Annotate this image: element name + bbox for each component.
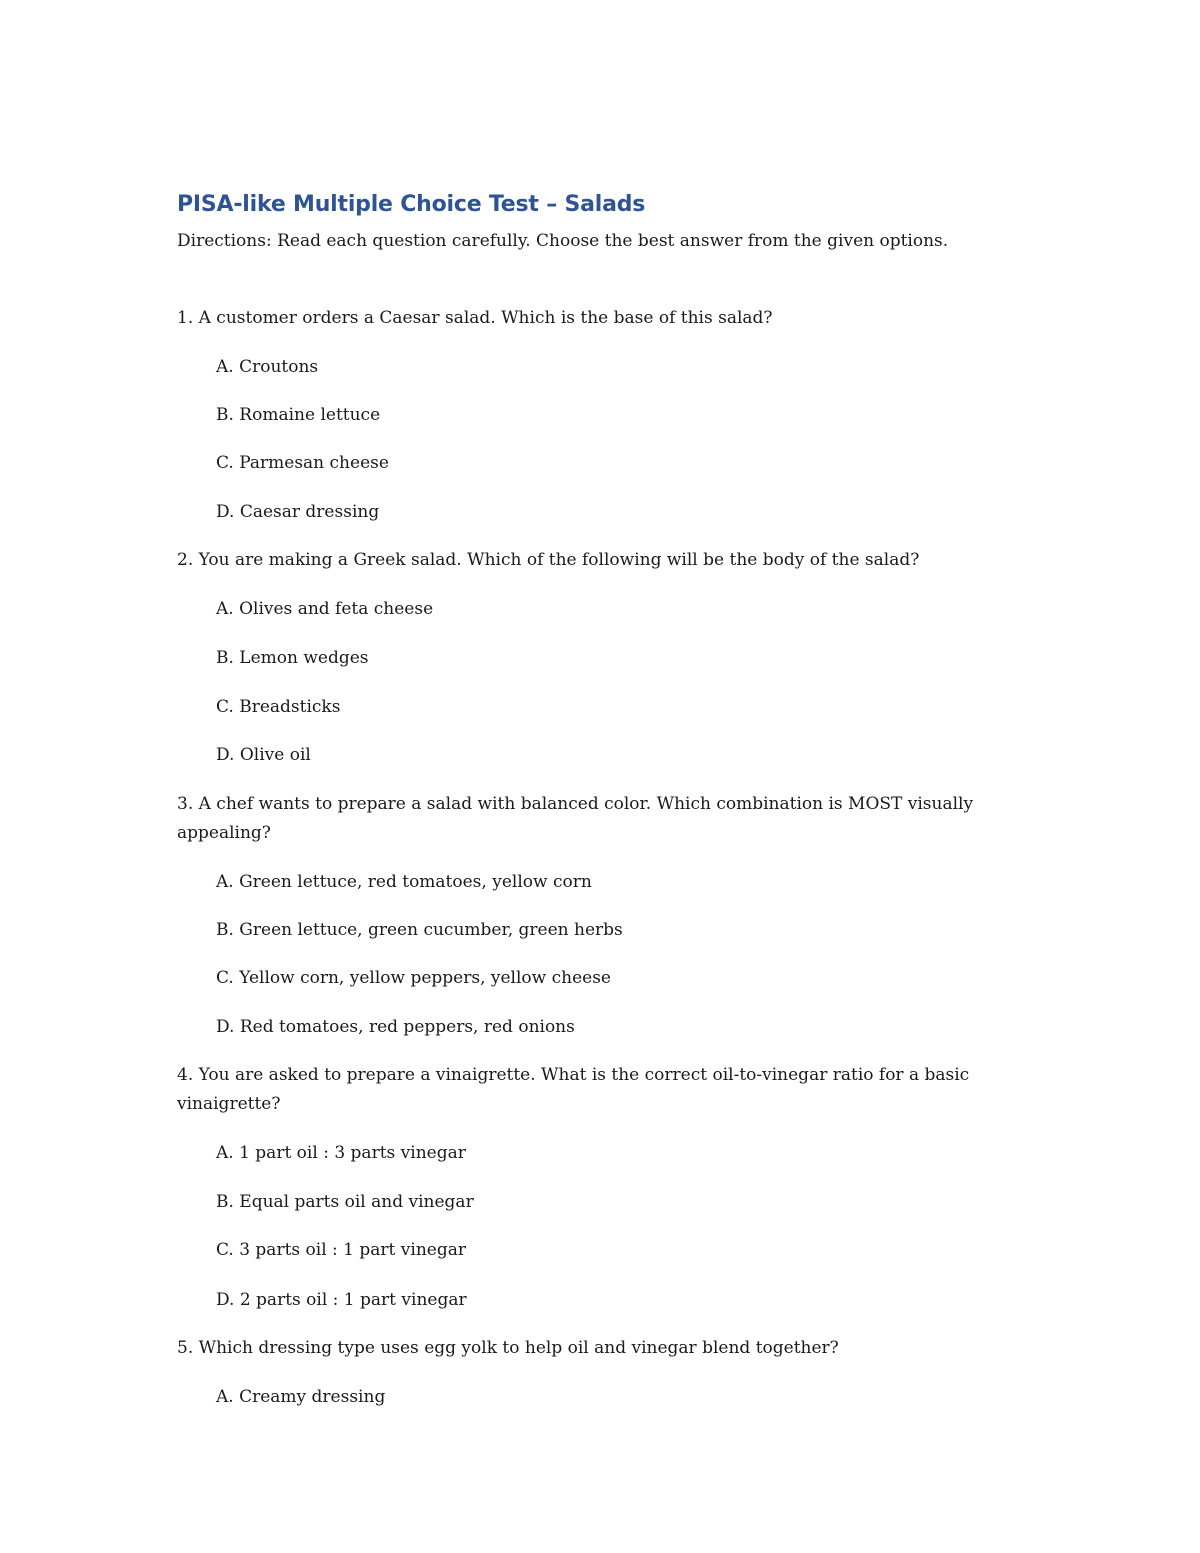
question-2: 2. You are making a Greek salad. Which of the following will be the body of the salad?: [177, 550, 920, 570]
question-3: 3. A chef wants to prepare a salad with balanced color. Which combination is MOST visually appealing?: [177, 794, 974, 843]
question-3-option-d: D. Red tomatoes, red peppers, red onions: [216, 1017, 575, 1037]
question-2-option-b: B. Lemon wedges: [216, 648, 369, 668]
question-1-option-c: C. Parmesan cheese: [216, 453, 389, 473]
question-1-option-a: A. Croutons: [216, 357, 319, 377]
question-4-option-c: C. 3 parts oil : 1 part vinegar: [216, 1240, 466, 1260]
question-5-option-a: A. Creamy dressing: [216, 1387, 386, 1407]
question-2-option-c: C. Breadsticks: [216, 697, 341, 717]
question-4-option-d: D. 2 parts oil : 1 part vinegar: [216, 1290, 467, 1310]
question-2-option-a: A. Olives and feta cheese: [216, 599, 434, 619]
question-4-option-a: A. 1 part oil : 3 parts vinegar: [216, 1143, 466, 1163]
question-2-option-d: D. Olive oil: [216, 745, 311, 765]
question-1: 1. A customer orders a Caesar salad. Which is the base of this salad?: [177, 308, 773, 328]
page-title: PISA-like Multiple Choice Test – Salads: [177, 192, 646, 217]
question-3-option-b: B. Green lettuce, green cucumber, green herbs: [216, 920, 623, 940]
question-3-option-a: A. Green lettuce, red tomatoes, yellow corn: [216, 872, 592, 892]
question-3-option-c: C. Yellow corn, yellow peppers, yellow cheese: [216, 968, 611, 988]
question-4: 4. You are asked to prepare a vinaigrette. What is the correct oil-to-vinegar ratio for a basic vinaigrette?: [177, 1065, 970, 1114]
question-4-option-b: B. Equal parts oil and vinegar: [216, 1192, 474, 1212]
question-1-option-d: D. Caesar dressing: [216, 502, 380, 522]
question-1-option-b: B. Romaine lettuce: [216, 405, 381, 425]
directions-text: Directions: Read each question carefully. Choose the best answer from the given options.: [177, 231, 949, 251]
question-5: 5. Which dressing type uses egg yolk to help oil and vinegar blend together?: [177, 1338, 839, 1358]
